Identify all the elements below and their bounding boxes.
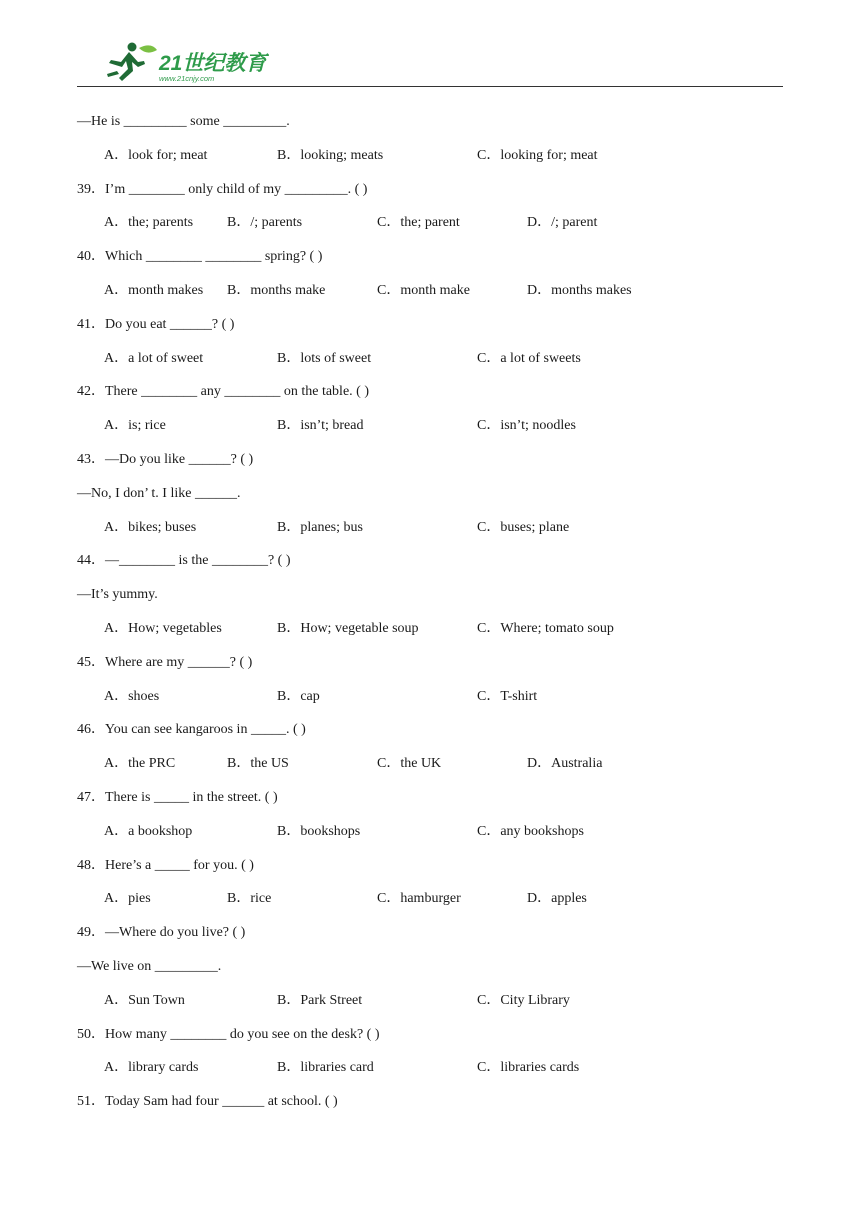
option-a: A．How; vegetables (104, 620, 222, 636)
option-b: B．looking; meats (277, 147, 384, 163)
option-d: D．/; parent (527, 215, 598, 231)
question-line: 47．There is _____ in the street. ( ) (77, 789, 278, 805)
option-a: A．is; rice (104, 418, 166, 434)
question-line: —It’s yummy. (77, 587, 158, 603)
options-row (77, 821, 783, 855)
option-c: C．buses; plane (477, 519, 570, 535)
option-c: C．libraries cards (477, 1060, 580, 1076)
option-b: B．/; parents (227, 215, 303, 231)
option-a: A．the PRC (104, 756, 176, 772)
options-row (77, 990, 783, 1024)
options-row (77, 517, 783, 551)
option-c: C．the; parent (377, 215, 460, 231)
option-b: B．bookshops (277, 823, 361, 839)
question-line: 48．Here’s a _____ for you. ( ) (77, 857, 254, 873)
question-line: 42．There ________ any ________ on the table. ( ) (77, 384, 369, 400)
option-b: B．How; vegetable soup (277, 620, 419, 636)
options-row (77, 1057, 783, 1091)
options-row (77, 888, 783, 922)
option-c: C．Where; tomato soup (477, 620, 614, 636)
option-a: A．shoes (104, 688, 160, 704)
option-a: A．month makes (104, 282, 204, 298)
option-c: C．hamburger (377, 891, 461, 907)
page-header (77, 38, 783, 87)
question-line: 39．I’m ________ only child of my _________. ( ) (77, 181, 368, 197)
option-b: B．cap (277, 688, 320, 704)
option-a: A．look for; meat (104, 147, 208, 163)
option-c: C．looking for; meat (477, 147, 598, 163)
logo-21cnjy (99, 40, 269, 84)
question-line: 43．—Do you like ______? ( ) (77, 451, 254, 467)
question-list (77, 111, 783, 1125)
option-a: A．a lot of sweet (104, 350, 204, 366)
options-row (77, 415, 783, 449)
option-c: C．City Library (477, 992, 570, 1008)
question-line: 44．—________ is the ________? ( ) (77, 553, 291, 569)
option-c: C．a lot of sweets (477, 350, 581, 366)
options-row (77, 753, 783, 787)
option-b: B．libraries card (277, 1060, 374, 1076)
question-line: 49．—Where do you live? ( ) (77, 925, 246, 941)
option-b: B．months make (227, 282, 326, 298)
logo-text: 21世纪教育 (159, 52, 267, 75)
option-c: C．any bookshops (477, 823, 584, 839)
question-line: 40．Which ________ ________ spring? ( ) (77, 249, 323, 265)
option-a: A．a bookshop (104, 823, 193, 839)
option-c: C．month make (377, 282, 470, 298)
option-c: C．the UK (377, 756, 442, 772)
option-c: C．isn’t; noodles (477, 418, 576, 434)
question-line: 50．How many ________ do you see on the desk? ( ) (77, 1026, 380, 1042)
option-b: B．rice (227, 891, 272, 907)
option-a: A．bikes; buses (104, 519, 197, 535)
question-line: 41．Do you eat ______? ( ) (77, 316, 235, 332)
option-a: A．Sun Town (104, 992, 185, 1008)
option-d: D．apples (527, 891, 587, 907)
question-line: 46．You can see kangaroos in _____. ( ) (77, 722, 306, 738)
option-a: A．the; parents (104, 215, 194, 231)
options-row (77, 212, 783, 246)
options-row (77, 280, 783, 314)
options-row (77, 145, 783, 179)
option-c: C．T-shirt (477, 688, 538, 704)
question-line: —He is _________ some _________. (77, 114, 290, 129)
question-line: 45．Where are my ______? ( ) (77, 654, 253, 670)
options-row (77, 686, 783, 720)
option-a: A．library cards (104, 1060, 199, 1076)
question-line: 51．Today Sam had four ______ at school. ( ) (77, 1094, 338, 1110)
leaf-icon (139, 45, 157, 52)
option-a: A．pies (104, 891, 151, 907)
option-b: B．the US (227, 756, 289, 772)
option-b: B．planes; bus (277, 519, 363, 535)
option-b: B．lots of sweet (277, 350, 372, 366)
option-d: D．Australia (527, 756, 603, 772)
option-b: B．Park Street (277, 992, 363, 1008)
options-row (77, 348, 783, 382)
question-line: —No, I don’ t. I like ______. (77, 485, 241, 501)
options-row (77, 618, 783, 652)
logo-url-text: www.21cnjy.com (159, 74, 215, 83)
option-b: B．isn’t; bread (277, 418, 364, 434)
option-d: D．months makes (527, 282, 632, 298)
question-line: —We live on _________. (77, 958, 222, 974)
